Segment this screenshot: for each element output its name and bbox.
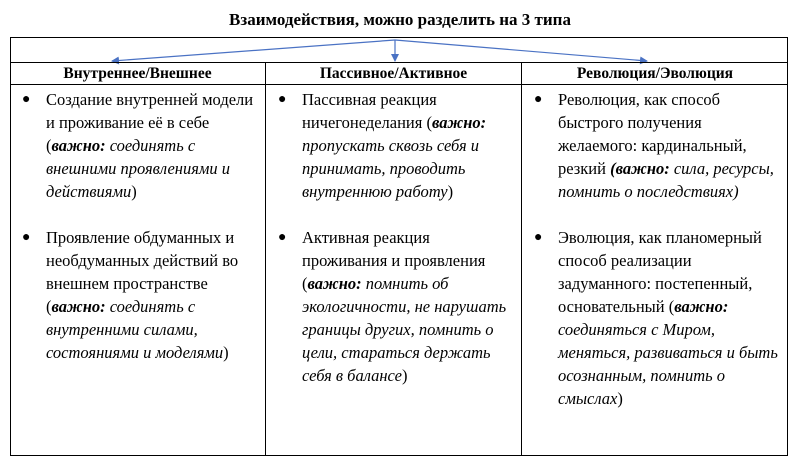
list-item — [272, 226, 517, 387]
item-label: важно: — [307, 274, 362, 293]
item-close: ) — [402, 366, 408, 385]
bullet-icon: ● — [278, 230, 287, 245]
item-text: Пассивная реакция ничегонеделания ( — [302, 90, 437, 132]
item-label: важно: — [431, 113, 487, 132]
item-note: помнить об экологичности, не нарушать границы других, помнить о цели, стараться держать себя в балансе — [302, 274, 507, 385]
item-close: ) — [131, 182, 137, 201]
item-label: (важно: — [610, 159, 670, 178]
header-passive-active: Пассивное/Активное — [319, 65, 468, 82]
list-item — [16, 88, 261, 203]
column-divider — [521, 62, 522, 456]
item-note: соединяться с Миром, меняться, развиваться и быть осознанным, помнить о смыслах — [558, 320, 778, 408]
item-note: сила, ресурсы, помнить о последствиях) — [558, 159, 774, 201]
column-revolution-evolution — [528, 88, 784, 410]
item-note: соединять с внешними проявлениями и действиями — [46, 136, 231, 201]
bullet-icon: ● — [278, 92, 287, 107]
list-item — [528, 226, 784, 410]
column-passive-active — [272, 88, 517, 387]
header-revolution-evolution: Революция/Эволюция — [576, 65, 734, 82]
item-close: ) — [223, 343, 229, 362]
item-close: ) — [617, 389, 623, 408]
page-title: Взаимодействия, можно разделить на 3 типа — [229, 10, 571, 29]
column-divider — [265, 62, 266, 456]
bullet-icon: ● — [22, 230, 31, 245]
item-label: важно: — [51, 297, 106, 316]
bullet-icon: ● — [534, 230, 543, 245]
item-note: соединять с внутренними силами, состояниями и моделями — [46, 297, 224, 362]
item-text: Проявление обдуманных и необдуманных действий во внешнем пространстве ( — [46, 228, 239, 316]
item-label: важно: — [674, 297, 729, 316]
header-internal-external: Внутреннее/Внешнее — [63, 65, 212, 82]
item-label: важно: — [51, 136, 106, 155]
item-text: Эволюция, как планомерный способ реализации задуманного: постепенный, основательный ( — [558, 228, 762, 316]
item-note: пропускать сквозь себя и принимать, проводить внутреннюю работу — [302, 136, 479, 201]
item-close: ) — [447, 182, 454, 201]
list-item — [528, 88, 784, 203]
list-item — [16, 226, 261, 364]
bullet-icon: ● — [22, 92, 31, 107]
column-internal-external — [16, 88, 261, 364]
item-text: Активная реакция проживания и проявления ( — [302, 228, 486, 293]
item-text: Революция, как способ быстрого получения желаемого: кардинальный, резкий — [558, 90, 747, 178]
list-item — [272, 88, 517, 203]
bullet-icon: ● — [534, 92, 543, 107]
item-text: Создание внутренней модели и проживание её в себе ( — [46, 90, 254, 155]
